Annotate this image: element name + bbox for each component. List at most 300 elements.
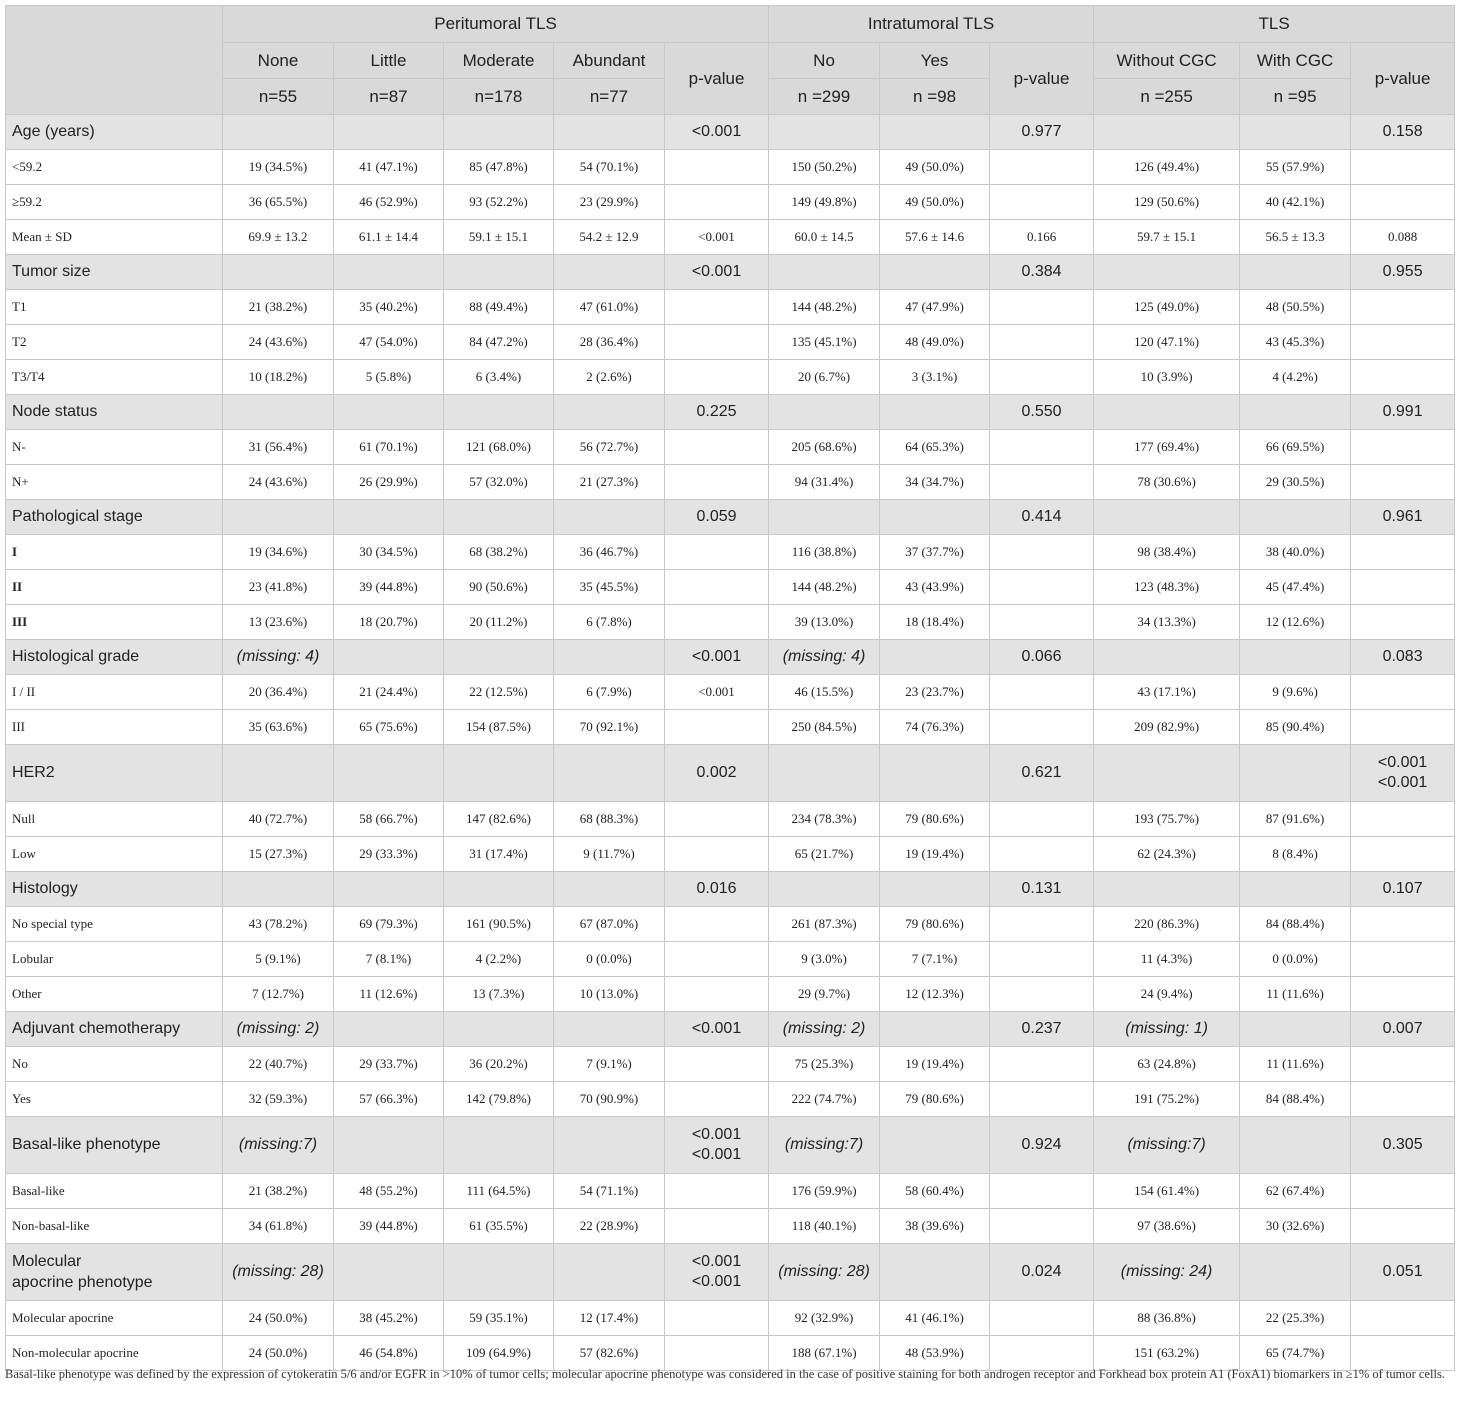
data-cell: 37 (37.7%): [880, 535, 990, 570]
data-cell: 154 (87.5%): [444, 710, 554, 745]
data-cell: 118 (40.1%): [769, 1209, 880, 1244]
data-cell: 70 (92.1%): [554, 710, 665, 745]
section-label: Molecular apocrine phenotype: [6, 1244, 223, 1301]
data-cell: [880, 745, 990, 802]
p-value-cell: 0.977: [990, 115, 1094, 150]
data-cell: 121 (68.0%): [444, 430, 554, 465]
section-label: Histology: [6, 872, 223, 907]
group-header-intratumoral: Intratumoral TLS: [769, 6, 1094, 43]
p-value-cell: [1351, 675, 1455, 710]
data-cell: 21 (38.2%): [223, 290, 334, 325]
p-value-cell: [1351, 290, 1455, 325]
data-cell: 48 (50.5%): [1240, 290, 1351, 325]
data-cell: 161 (90.5%): [444, 907, 554, 942]
table-footnote: Basal-like phenotype was defined by the expression of cytokeratin 5/6 and/or EGFR in >10% of tumor cells; molecular apocrine phenotype was considered in the case of positive staining for both androgen receptor and Forkhead box protein A1 (FoxA1) biomarkers in ≥1% of tumor cells.: [5, 1367, 1445, 1381]
data-cell: 54.2 ± 12.9: [554, 220, 665, 255]
p-value-cell: <0.001: [665, 220, 769, 255]
data-cell: [444, 1244, 554, 1301]
p-value-cell: [1351, 1209, 1455, 1244]
table-row: [6, 977, 1455, 1012]
data-cell: 84 (88.4%): [1240, 907, 1351, 942]
data-cell: [1240, 395, 1351, 430]
col-header: None: [223, 43, 334, 79]
p-value-cell: [1351, 1082, 1455, 1117]
data-cell: 46 (52.9%): [334, 185, 444, 220]
data-cell: [1240, 1244, 1351, 1301]
data-cell: [223, 255, 334, 290]
data-cell: [334, 745, 444, 802]
row-label: No special type: [6, 907, 223, 942]
data-cell: [334, 1012, 444, 1047]
data-cell: 78 (30.6%): [1094, 465, 1240, 500]
data-cell: [1240, 1012, 1351, 1047]
data-cell: [1240, 255, 1351, 290]
p-value-cell: [665, 430, 769, 465]
data-cell: 109 (64.9%): [444, 1336, 554, 1371]
n-header: n=55: [223, 79, 334, 115]
data-cell: [1240, 500, 1351, 535]
data-cell: 34 (61.8%): [223, 1209, 334, 1244]
p-value-cell: 0.059: [665, 500, 769, 535]
data-cell: 15 (27.3%): [223, 837, 334, 872]
data-cell: 38 (45.2%): [334, 1301, 444, 1336]
row-label: Non-molecular apocrine: [6, 1336, 223, 1371]
missing-note: (missing: 4): [769, 640, 880, 675]
p-value-cell: [665, 802, 769, 837]
data-cell: 55 (57.9%): [1240, 150, 1351, 185]
p-value-cell: [1351, 150, 1455, 185]
p-value-cell: [1351, 185, 1455, 220]
data-cell: 32 (59.3%): [223, 1082, 334, 1117]
table-row: [6, 907, 1455, 942]
data-cell: 22 (25.3%): [1240, 1301, 1351, 1336]
section-row: [6, 500, 1455, 535]
section-label: Pathological stage: [6, 500, 223, 535]
data-cell: 21 (27.3%): [554, 465, 665, 500]
table-row: [6, 465, 1455, 500]
data-cell: 188 (67.1%): [769, 1336, 880, 1371]
data-cell: 19 (19.4%): [880, 837, 990, 872]
data-cell: 193 (75.7%): [1094, 802, 1240, 837]
data-cell: 24 (50.0%): [223, 1301, 334, 1336]
section-label: Tumor size: [6, 255, 223, 290]
data-cell: [554, 640, 665, 675]
p-value-cell: [990, 290, 1094, 325]
data-cell: 13 (23.6%): [223, 605, 334, 640]
data-cell: 129 (50.6%): [1094, 185, 1240, 220]
data-cell: [880, 1244, 990, 1301]
data-cell: 191 (75.2%): [1094, 1082, 1240, 1117]
data-cell: 85 (90.4%): [1240, 710, 1351, 745]
data-cell: [880, 640, 990, 675]
data-cell: [1094, 745, 1240, 802]
data-cell: 49 (50.0%): [880, 150, 990, 185]
p-value-cell: [990, 1082, 1094, 1117]
section-label: Adjuvant chemotherapy: [6, 1012, 223, 1047]
p-value-header: p-value: [665, 43, 769, 115]
data-cell: 43 (78.2%): [223, 907, 334, 942]
section-row: [6, 255, 1455, 290]
data-cell: 92 (32.9%): [769, 1301, 880, 1336]
p-value-cell: <0.001 <0.001: [665, 1244, 769, 1301]
data-cell: 120 (47.1%): [1094, 325, 1240, 360]
data-cell: 7 (9.1%): [554, 1047, 665, 1082]
data-cell: [223, 395, 334, 430]
p-value-cell: [990, 1174, 1094, 1209]
data-cell: 60.0 ± 14.5: [769, 220, 880, 255]
table-row: [6, 1209, 1455, 1244]
data-cell: 36 (20.2%): [444, 1047, 554, 1082]
p-value-cell: 0.305: [1351, 1117, 1455, 1174]
data-cell: 97 (38.6%): [1094, 1209, 1240, 1244]
p-value-cell: [665, 535, 769, 570]
table-row: [6, 150, 1455, 185]
data-cell: 67 (87.0%): [554, 907, 665, 942]
data-cell: 29 (9.7%): [769, 977, 880, 1012]
data-cell: [444, 1117, 554, 1174]
data-cell: 2 (2.6%): [554, 360, 665, 395]
data-cell: 69 (79.3%): [334, 907, 444, 942]
section-row: [6, 115, 1455, 150]
data-cell: 4 (4.2%): [1240, 360, 1351, 395]
row-label: No: [6, 1047, 223, 1082]
table-row: [6, 1174, 1455, 1209]
data-cell: 29 (30.5%): [1240, 465, 1351, 500]
table-row: [6, 837, 1455, 872]
p-value-cell: [990, 150, 1094, 185]
data-cell: [444, 500, 554, 535]
section-row: [6, 872, 1455, 907]
p-value-cell: 0.924: [990, 1117, 1094, 1174]
p-value-cell: [990, 907, 1094, 942]
data-cell: 116 (38.8%): [769, 535, 880, 570]
col-header: Little: [334, 43, 444, 79]
data-cell: 7 (12.7%): [223, 977, 334, 1012]
col-header: Moderate: [444, 43, 554, 79]
p-value-cell: [665, 185, 769, 220]
p-value-cell: [990, 570, 1094, 605]
p-value-cell: [665, 570, 769, 605]
section-row: [6, 1244, 1455, 1301]
p-value-cell: [990, 977, 1094, 1012]
col-header: No: [769, 43, 880, 79]
p-value-cell: 0.007: [1351, 1012, 1455, 1047]
data-cell: 3 (3.1%): [880, 360, 990, 395]
data-cell: 9 (9.6%): [1240, 675, 1351, 710]
data-cell: 94 (31.4%): [769, 465, 880, 500]
data-cell: [1240, 115, 1351, 150]
p-value-cell: [1351, 942, 1455, 977]
p-value-cell: 0.621: [990, 745, 1094, 802]
data-cell: 39 (44.8%): [334, 570, 444, 605]
data-cell: 19 (34.5%): [223, 150, 334, 185]
data-cell: 0 (0.0%): [554, 942, 665, 977]
p-value-cell: [665, 1047, 769, 1082]
n-header: n =98: [880, 79, 990, 115]
data-cell: [1094, 115, 1240, 150]
data-cell: [1240, 640, 1351, 675]
p-value-header: p-value: [990, 43, 1094, 115]
data-cell: [554, 1012, 665, 1047]
data-cell: 125 (49.0%): [1094, 290, 1240, 325]
data-cell: 59 (35.1%): [444, 1301, 554, 1336]
p-value-cell: 0.066: [990, 640, 1094, 675]
data-cell: 47 (61.0%): [554, 290, 665, 325]
data-cell: [444, 115, 554, 150]
data-cell: 61.1 ± 14.4: [334, 220, 444, 255]
data-cell: 5 (5.8%): [334, 360, 444, 395]
row-label: T3/T4: [6, 360, 223, 395]
data-cell: [444, 255, 554, 290]
data-cell: 177 (69.4%): [1094, 430, 1240, 465]
data-cell: 142 (79.8%): [444, 1082, 554, 1117]
data-cell: 22 (28.9%): [554, 1209, 665, 1244]
data-cell: 30 (34.5%): [334, 535, 444, 570]
data-cell: 38 (40.0%): [1240, 535, 1351, 570]
data-cell: 11 (11.6%): [1240, 1047, 1351, 1082]
p-value-cell: 0.961: [1351, 500, 1455, 535]
row-label: Molecular apocrine: [6, 1301, 223, 1336]
p-value-cell: [665, 325, 769, 360]
p-value-cell: [990, 710, 1094, 745]
section-row: [6, 1117, 1455, 1174]
table-row: [6, 1301, 1455, 1336]
p-value-cell: [665, 942, 769, 977]
col-header: With CGC: [1240, 43, 1351, 79]
p-value-cell: [665, 1174, 769, 1209]
p-value-cell: [990, 1301, 1094, 1336]
p-value-cell: <0.001: [665, 115, 769, 150]
group-header-tls: TLS: [1094, 6, 1455, 43]
data-cell: 35 (40.2%): [334, 290, 444, 325]
data-cell: [769, 115, 880, 150]
section-row: [6, 1012, 1455, 1047]
data-cell: 58 (66.7%): [334, 802, 444, 837]
data-cell: [1240, 745, 1351, 802]
data-cell: 39 (13.0%): [769, 605, 880, 640]
col-header: Abundant: [554, 43, 665, 79]
data-cell: 87 (91.6%): [1240, 802, 1351, 837]
data-cell: 147 (82.6%): [444, 802, 554, 837]
data-cell: 5 (9.1%): [223, 942, 334, 977]
tls-association-table: [5, 5, 1455, 1371]
data-cell: [554, 395, 665, 430]
data-cell: 176 (59.9%): [769, 1174, 880, 1209]
data-cell: 54 (71.1%): [554, 1174, 665, 1209]
row-label: ≥59.2: [6, 185, 223, 220]
p-value-cell: [665, 1082, 769, 1117]
section-label: Basal-like phenotype: [6, 1117, 223, 1174]
p-value-cell: 0.088: [1351, 220, 1455, 255]
missing-note: (missing:7): [223, 1117, 334, 1174]
table-row: [6, 675, 1455, 710]
p-value-cell: [990, 535, 1094, 570]
data-cell: 21 (38.2%): [223, 1174, 334, 1209]
p-value-cell: [665, 360, 769, 395]
data-cell: 68 (38.2%): [444, 535, 554, 570]
data-cell: 149 (49.8%): [769, 185, 880, 220]
p-value-cell: [990, 1047, 1094, 1082]
p-value-cell: [1351, 570, 1455, 605]
data-cell: 10 (13.0%): [554, 977, 665, 1012]
table-row: [6, 1082, 1455, 1117]
data-cell: [554, 115, 665, 150]
p-value-header: p-value: [1351, 43, 1455, 115]
data-cell: 11 (4.3%): [1094, 942, 1240, 977]
data-cell: [554, 255, 665, 290]
data-cell: [334, 115, 444, 150]
section-label: HER2: [6, 745, 223, 802]
data-cell: 64 (65.3%): [880, 430, 990, 465]
p-value-cell: [990, 465, 1094, 500]
n-header: n =95: [1240, 79, 1351, 115]
data-cell: 7 (7.1%): [880, 942, 990, 977]
data-cell: 57 (32.0%): [444, 465, 554, 500]
p-value-cell: [1351, 837, 1455, 872]
data-cell: 65 (21.7%): [769, 837, 880, 872]
p-value-cell: [990, 802, 1094, 837]
row-label: III: [6, 710, 223, 745]
data-cell: [769, 500, 880, 535]
data-cell: [223, 500, 334, 535]
data-cell: 12 (12.6%): [1240, 605, 1351, 640]
data-cell: 21 (24.4%): [334, 675, 444, 710]
data-cell: 79 (80.6%): [880, 1082, 990, 1117]
data-cell: 61 (35.5%): [444, 1209, 554, 1244]
data-cell: [769, 872, 880, 907]
data-cell: 35 (63.6%): [223, 710, 334, 745]
row-label: N+: [6, 465, 223, 500]
corner-cell: [6, 6, 223, 115]
n-header: n=77: [554, 79, 665, 115]
data-cell: [769, 395, 880, 430]
data-cell: 151 (63.2%): [1094, 1336, 1240, 1371]
data-cell: 38 (39.6%): [880, 1209, 990, 1244]
data-cell: 10 (3.9%): [1094, 360, 1240, 395]
data-cell: 69.9 ± 13.2: [223, 220, 334, 255]
p-value-cell: [665, 1209, 769, 1244]
p-value-cell: 0.083: [1351, 640, 1455, 675]
data-cell: 154 (61.4%): [1094, 1174, 1240, 1209]
data-cell: [1094, 872, 1240, 907]
p-value-cell: 0.024: [990, 1244, 1094, 1301]
row-label: Other: [6, 977, 223, 1012]
data-cell: 26 (29.9%): [334, 465, 444, 500]
data-cell: 7 (8.1%): [334, 942, 444, 977]
table-body: [6, 115, 1455, 1371]
row-label: Mean ± SD: [6, 220, 223, 255]
data-cell: 59.1 ± 15.1: [444, 220, 554, 255]
data-cell: 84 (47.2%): [444, 325, 554, 360]
p-value-cell: [1351, 325, 1455, 360]
data-cell: [880, 115, 990, 150]
data-cell: 45 (47.4%): [1240, 570, 1351, 605]
data-cell: 20 (6.7%): [769, 360, 880, 395]
data-cell: 13 (7.3%): [444, 977, 554, 1012]
table-row: [6, 220, 1455, 255]
p-value-cell: [665, 907, 769, 942]
data-cell: 144 (48.2%): [769, 570, 880, 605]
missing-note: (missing: 24): [1094, 1244, 1240, 1301]
p-value-cell: 0.158: [1351, 115, 1455, 150]
data-cell: 9 (11.7%): [554, 837, 665, 872]
table-row: [6, 570, 1455, 605]
p-value-cell: <0.001 <0.001: [665, 1117, 769, 1174]
data-cell: [880, 1117, 990, 1174]
section-label: Age (years): [6, 115, 223, 150]
p-value-cell: [1351, 360, 1455, 395]
data-cell: 43 (45.3%): [1240, 325, 1351, 360]
data-cell: 79 (80.6%): [880, 802, 990, 837]
data-cell: 56.5 ± 13.3: [1240, 220, 1351, 255]
data-cell: 65 (74.7%): [1240, 1336, 1351, 1371]
row-label: Lobular: [6, 942, 223, 977]
data-cell: 46 (15.5%): [769, 675, 880, 710]
p-value-cell: 0.237: [990, 1012, 1094, 1047]
data-cell: 48 (55.2%): [334, 1174, 444, 1209]
p-value-cell: 0.051: [1351, 1244, 1455, 1301]
p-value-cell: [1351, 465, 1455, 500]
data-cell: 62 (67.4%): [1240, 1174, 1351, 1209]
data-cell: [1094, 640, 1240, 675]
data-cell: [444, 745, 554, 802]
table-row: [6, 430, 1455, 465]
p-value-cell: [990, 1209, 1094, 1244]
data-cell: 34 (34.7%): [880, 465, 990, 500]
table-row: [6, 605, 1455, 640]
data-cell: 63 (24.8%): [1094, 1047, 1240, 1082]
data-cell: 98 (38.4%): [1094, 535, 1240, 570]
group-header-peritumoral: Peritumoral TLS: [223, 6, 769, 43]
data-cell: [444, 872, 554, 907]
data-cell: 31 (17.4%): [444, 837, 554, 872]
missing-note: (missing: 2): [769, 1012, 880, 1047]
section-row: [6, 640, 1455, 675]
data-cell: 24 (50.0%): [223, 1336, 334, 1371]
row-label: T1: [6, 290, 223, 325]
data-cell: [554, 745, 665, 802]
table-row: [6, 325, 1455, 360]
p-value-cell: [665, 710, 769, 745]
data-cell: [223, 745, 334, 802]
data-cell: [444, 395, 554, 430]
p-value-cell: [665, 837, 769, 872]
data-cell: 222 (74.7%): [769, 1082, 880, 1117]
row-label: I: [6, 535, 223, 570]
table-row: [6, 710, 1455, 745]
p-value-cell: [990, 605, 1094, 640]
data-cell: [223, 872, 334, 907]
table-row: [6, 360, 1455, 395]
data-cell: [554, 1244, 665, 1301]
p-value-cell: 0.225: [665, 395, 769, 430]
data-cell: [769, 745, 880, 802]
data-cell: 111 (64.5%): [444, 1174, 554, 1209]
data-cell: 19 (34.6%): [223, 535, 334, 570]
p-value-cell: [1351, 430, 1455, 465]
table-row: [6, 942, 1455, 977]
section-label: Node status: [6, 395, 223, 430]
n-header: n =299: [769, 79, 880, 115]
data-cell: 84 (88.4%): [1240, 1082, 1351, 1117]
data-cell: 18 (18.4%): [880, 605, 990, 640]
col-header: Yes: [880, 43, 990, 79]
n-header: n=87: [334, 79, 444, 115]
section-row: [6, 395, 1455, 430]
p-value-cell: 0.131: [990, 872, 1094, 907]
data-cell: 205 (68.6%): [769, 430, 880, 465]
data-cell: 58 (60.4%): [880, 1174, 990, 1209]
